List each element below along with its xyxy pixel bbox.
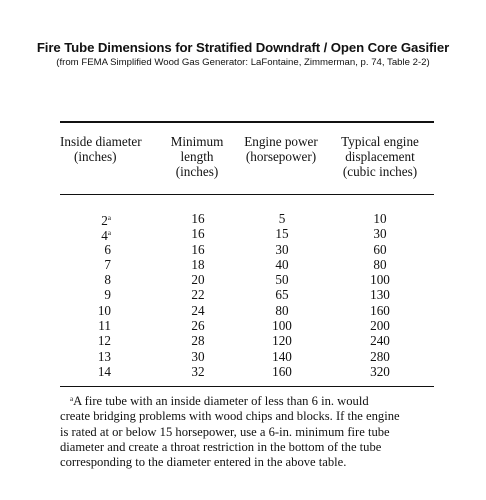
power-cell: 65: [275, 287, 289, 303]
table-row: [0, 364, 486, 379]
footnote: [60, 392, 436, 470]
footnote-marker: a: [70, 395, 74, 403]
diameter-cell: 8: [104, 272, 111, 288]
power-cell: 40: [275, 256, 289, 272]
column-header-engine-displacement: Typical engine displacement (cubic inches): [341, 134, 419, 179]
power-cell: 120: [272, 333, 292, 349]
document-subtitle: (from FEMA Simplified Wood Gas Generator: LaFontaine, Zimmerman, p. 74, Table 2-2): [56, 57, 430, 68]
length-cell: 28: [191, 333, 205, 349]
table-row: [0, 303, 486, 318]
length-cell: 16: [191, 226, 205, 242]
table-row: [0, 226, 486, 244]
displacement-cell: 240: [370, 333, 390, 349]
displacement-cell: 60: [373, 241, 387, 257]
length-cell: 32: [191, 363, 205, 379]
table-row: [0, 257, 486, 272]
table-top-rule: [60, 121, 434, 123]
power-cell: 5: [278, 211, 286, 226]
diameter-cell: 13: [97, 348, 111, 364]
length-cell: 30: [191, 348, 205, 364]
column-header-inside-diameter: Inside diameter (inches): [60, 134, 142, 164]
table-row: [0, 211, 486, 226]
footnote-line: is rated at or below 15 horsepower, use a 6-in. minimum fire tube: [60, 424, 390, 439]
table-body: [0, 211, 486, 379]
power-cell: 80: [275, 302, 289, 318]
displacement-cell: 100: [370, 272, 390, 288]
footnote-line: corresponding to the diameter entered in the above table.: [60, 455, 347, 470]
table-row: [0, 333, 486, 348]
diameter-cell: 12: [97, 333, 111, 349]
footnote-line: $^a$A fire tube with an inside diameter of less than 6 in. would: [70, 394, 369, 408]
table-bottom-rule: [60, 386, 434, 387]
table-row: [0, 349, 486, 364]
diameter-cell: 14: [97, 363, 111, 379]
diameter-cell: 4$^a$: [101, 228, 111, 244]
displacement-cell: 160: [370, 302, 390, 318]
length-cell: 22: [191, 287, 205, 303]
diameter-cell: 10: [97, 302, 111, 318]
length-cell: 20: [191, 272, 205, 288]
displacement-cell: 10: [373, 211, 387, 226]
length-cell: 16: [191, 211, 205, 226]
displacement-cell: 200: [370, 318, 390, 334]
diameter-cell: 7: [104, 256, 111, 272]
diameter-cell: 9: [104, 287, 111, 303]
displacement-cell: 30: [373, 226, 387, 242]
column-header-minimum-length: Minimum length (inches): [170, 134, 224, 179]
displacement-cell: 320: [370, 363, 390, 379]
displacement-cell: 130: [370, 287, 390, 303]
length-cell: 18: [191, 256, 205, 272]
table-row: [0, 287, 486, 302]
footnote-marker: a: [107, 229, 111, 238]
power-cell: 15: [275, 226, 289, 242]
table-row: [0, 318, 486, 333]
length-cell: 16: [191, 241, 205, 257]
power-cell: 140: [272, 348, 292, 364]
length-cell: 24: [191, 302, 205, 318]
document-title: Fire Tube Dimensions for Stratified Downdraft / Open Core Gasifier: [36, 40, 450, 55]
displacement-cell: 80: [373, 256, 387, 272]
header-bottom-rule: [60, 194, 434, 195]
length-cell: 26: [191, 318, 205, 334]
diameter-cell: 2$^a$: [101, 213, 111, 228]
displacement-cell: 280: [370, 348, 390, 364]
footnote-line: create bridging problems with wood chips and blocks. If the engine: [60, 409, 400, 424]
power-cell: 50: [275, 272, 289, 288]
power-cell: 100: [272, 318, 292, 334]
diameter-cell: 6: [104, 241, 111, 257]
diameter-cell: 11: [98, 318, 111, 334]
table-row: [0, 272, 486, 287]
footnote-line: diameter and create a throat restriction in the bottom of the tube: [60, 439, 382, 454]
footnote-marker: a: [107, 214, 111, 222]
power-cell: 30: [275, 241, 289, 257]
table-row: [0, 242, 486, 257]
power-cell: 160: [272, 363, 292, 379]
column-header-engine-power: Engine power (horsepower): [244, 134, 318, 164]
